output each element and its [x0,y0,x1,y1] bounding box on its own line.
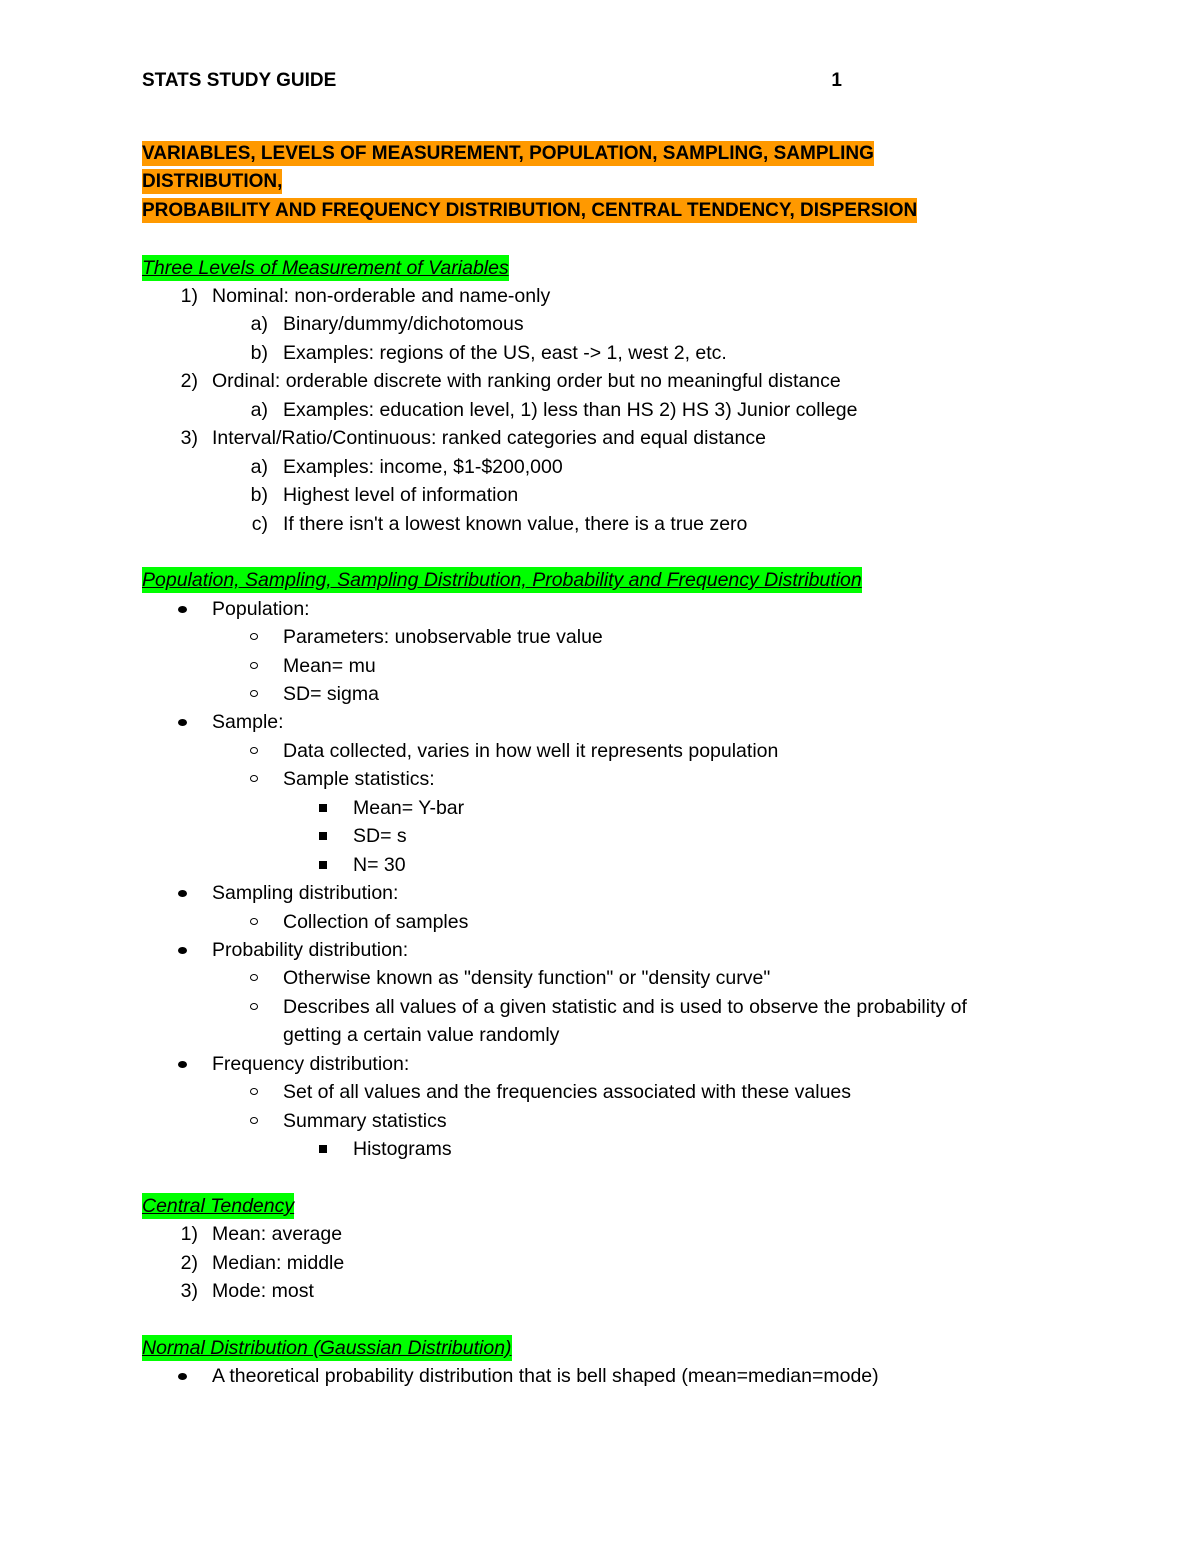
list-marker: 1) [180,285,198,307]
page-number: 1 [831,70,842,91]
list-item-text: A theoretical probability distribution that is bell shaped (mean=median=mode) [212,1365,879,1387]
bullet-circle-icon [250,775,258,782]
bullet-circle-icon [250,633,258,640]
highlighted-text: Central Tendency [142,1195,295,1217]
list-marker: c) [251,513,268,535]
bullet-square-icon [319,804,327,812]
page-header [142,70,842,100]
list-item-text: Frequency distribution: [212,1053,410,1075]
highlighted-text: PROBABILITY AND FREQUENCY DISTRIBUTION, CENTRAL TENDENCY, DISPERSION [142,200,918,221]
list-item-text: Examples: education level, 1) less than HS 2) HS 3) Junior college [283,399,858,421]
list-marker: 3) [180,1280,198,1302]
bullet-square-icon [319,1145,327,1153]
list-item-text: getting a certain value randomly [283,1024,560,1046]
section-heading-normal-distribution [142,1334,512,1362]
highlighted-text: Population, Sampling, Sampling Distribution, Probability and Frequency Distribution [142,569,862,591]
list-item-text: Otherwise known as "density function" or "density curve" [283,967,771,989]
list-marker: 2) [180,370,198,392]
bullet-disc-icon [178,606,187,613]
bullet-circle-icon [250,1088,258,1095]
list-item-text: Ordinal: orderable discrete with ranking order but no meaningful distance [212,370,841,392]
bullet-circle-icon [250,974,258,981]
doc-title-line-1 [142,140,874,168]
list-item-text: Examples: income, $1-$200,000 [283,456,563,478]
list-item-text: Sampling distribution: [212,882,399,904]
list-item-text: Nominal: non-orderable and name-only [212,285,551,307]
list-item-text: SD= s [353,825,407,847]
bullet-circle-icon [250,690,258,697]
bullet-disc-icon [178,1061,187,1068]
list-item-text: Interval/Ratio/Continuous: ranked categories and equal distance [212,427,766,449]
list-item-text: Collection of samples [283,911,469,933]
highlighted-text: DISTRIBUTION, [142,171,283,192]
bullet-circle-icon [250,662,258,669]
list-item-text: Summary statistics [283,1110,447,1132]
list-marker: b) [250,342,268,364]
bullet-circle-icon [250,918,258,925]
bullet-disc-icon [178,719,187,726]
header-title: STATS STUDY GUIDE [142,70,337,91]
highlighted-text: Three Levels of Measurement of Variables [142,257,509,279]
highlighted-text: VARIABLES, LEVELS OF MEASUREMENT, POPULATION, SAMPLING, SAMPLING [142,143,874,164]
list-item-text: Sample: [212,711,284,733]
bullet-square-icon [319,861,327,869]
list-item-text: Binary/dummy/dichotomous [283,313,524,335]
bullet-circle-icon [250,1003,258,1010]
list-marker: 3) [180,427,198,449]
list-item-text: Parameters: unobservable true value [283,626,603,648]
list-item-text: If there isn't a lowest known value, there is a true zero [283,513,748,535]
list-item-text: N= 30 [353,854,406,876]
list-item-text: Mean: average [212,1223,343,1245]
list-marker: b) [250,484,268,506]
list-marker: 2) [180,1252,198,1274]
list-item-text: Sample statistics: [283,768,435,790]
section-heading-levels [142,254,509,282]
list-item-text: Population: [212,598,310,620]
list-item-text: Highest level of information [283,484,519,506]
bullet-disc-icon [178,1373,187,1380]
list-item-text: Median: middle [212,1252,345,1274]
bullet-circle-icon [250,747,258,754]
list-item-text: Probability distribution: [212,939,409,961]
list-item-text: Data collected, varies in how well it represents population [283,740,779,762]
list-marker: a) [250,313,268,335]
list-item-text: SD= sigma [283,683,379,705]
bullet-disc-icon [178,947,187,954]
highlighted-text: Normal Distribution (Gaussian Distribution) [142,1337,512,1359]
list-item-text: Examples: regions of the US, east -> 1, west 2, etc. [283,342,727,364]
list-marker: a) [250,456,268,478]
list-item-text: Mean= mu [283,655,376,677]
bullet-square-icon [319,832,327,840]
list-item-text: Mode: most [212,1280,314,1302]
section-heading-population [142,566,862,594]
list-item-text: Set of all values and the frequencies associated with these values [283,1081,852,1103]
list-marker: 1) [180,1223,198,1245]
list-item-text: Describes all values of a given statistic and is used to observe the probability of [283,996,967,1018]
list-item-text: Histograms [353,1138,452,1160]
list-marker: a) [250,399,268,421]
doc-title-line-2 [142,168,282,196]
bullet-circle-icon [250,1117,258,1124]
section-heading-central-tendency [142,1192,294,1220]
list-item-text: Mean= Y-bar [353,797,465,819]
doc-title-line-3 [142,197,917,225]
bullet-disc-icon [178,890,187,897]
